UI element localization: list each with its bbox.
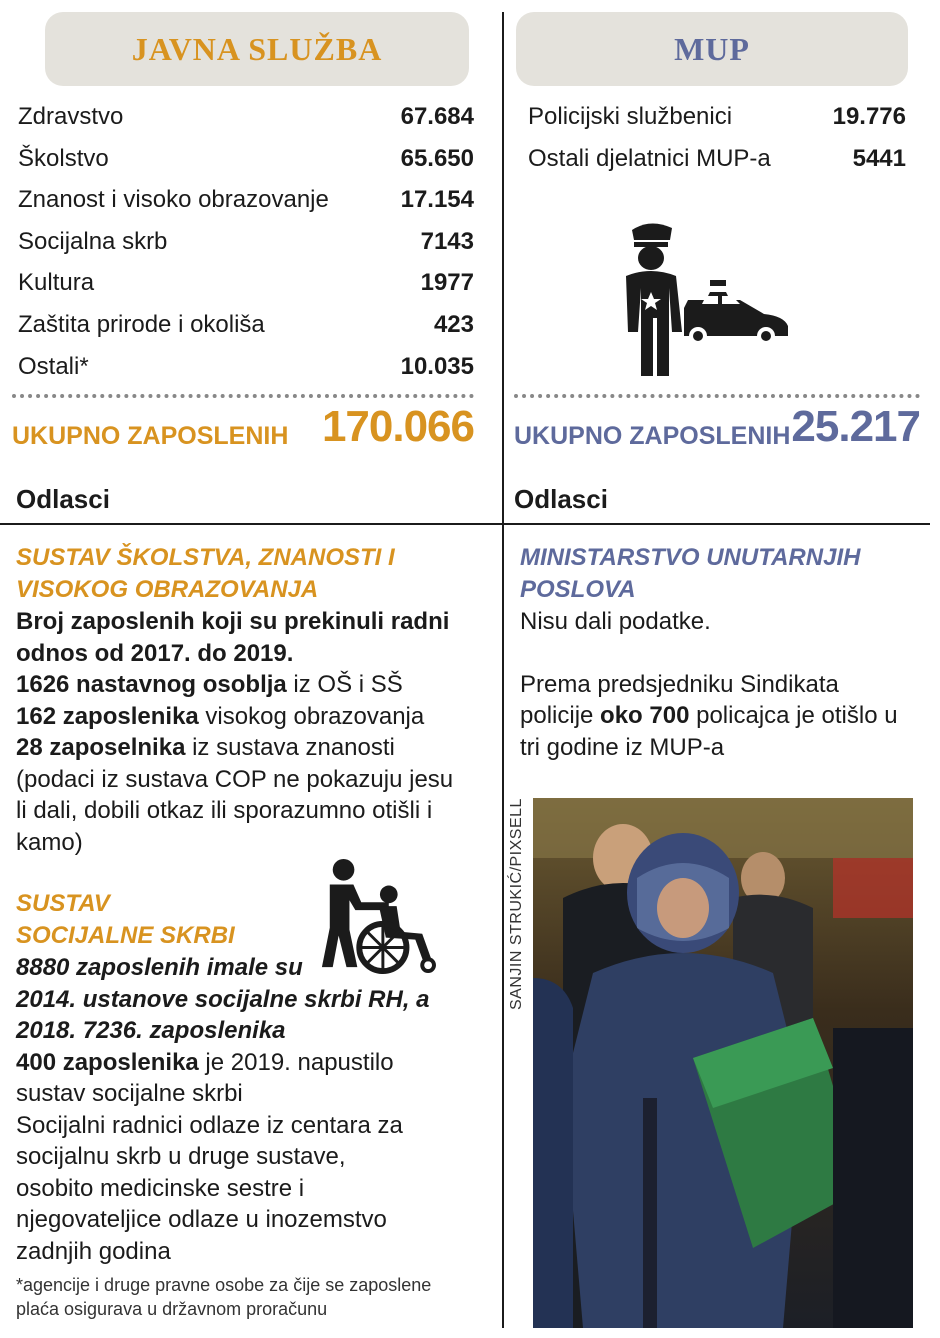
footnote-line2: plaća osigurava u državnom proračunu	[16, 1299, 328, 1319]
skolstvo-intro-line1: Broj zaposlenih koji su prekinuli radni	[16, 608, 450, 635]
skrb-line9: njegovateljice odlaze u inozemstvo	[16, 1206, 387, 1233]
javna-sluzba-row-value: 1977	[420, 269, 474, 297]
javna-sluzba-row-value: 423	[433, 311, 474, 338]
javna-sluzba-row-value: 17.154	[400, 186, 474, 214]
skrb-line5: sustav socijalne skrbi	[16, 1080, 243, 1107]
javna-sluzba-title: JAVNA SLUŽBA	[131, 30, 383, 67]
javna-sluzba-row-label: Zdravstvo	[18, 103, 124, 130]
skolstvo-heading-line1: SUSTAV ŠKOLSTVA, ZNANOSTI I	[16, 544, 395, 571]
javna-sluzba-row	[18, 269, 474, 297]
javna-sluzba-row-label: Znanost i visoko obrazovanje	[18, 186, 329, 214]
skolstvo-note-line1: (podaci iz sustava COP ne pokazuju jesu	[16, 765, 454, 793]
skolstvo-section	[16, 542, 486, 858]
mup-row-value: 19.776	[832, 103, 906, 130]
mup-header	[516, 12, 908, 86]
section-rule	[0, 523, 930, 525]
skrb-line7: socijalnu skrb u druge sustave,	[16, 1143, 346, 1170]
javna-sluzba-row-value: 10.035	[400, 352, 474, 380]
right-total-label: UKUPNO ZAPOSLENIH	[514, 422, 791, 450]
javna-sluzba-row-label: Ostali*	[18, 352, 89, 380]
mup-heading-line2: POSLOVA	[520, 576, 636, 603]
skrb-heading-line2: SOCIJALNE SKRBI	[16, 922, 235, 949]
mup-row	[528, 103, 906, 131]
skrb-heading-line1: SUSTAV	[16, 890, 110, 917]
javna-sluzba-row	[18, 353, 474, 381]
left-odlasci-heading: Odlasci	[16, 484, 110, 514]
skolstvo-line-znanost: 28 zaposelnika iz sustava znanosti	[16, 734, 395, 761]
socijalna-skrb-section	[16, 888, 486, 1267]
mup-section	[520, 542, 920, 763]
javna-sluzba-row	[18, 103, 474, 131]
right-odlasci-heading: Odlasci	[514, 484, 608, 514]
skolstvo-note-line2: li dali, dobili otkaz ili sporazumno otišli i	[16, 797, 433, 824]
javna-sluzba-header	[45, 12, 469, 86]
mup-line2: Prema predsjedniku Sindikata	[520, 670, 839, 698]
javna-sluzba-row-label: Socijalna skrb	[18, 227, 168, 255]
mup-row-label: Policijski službenici	[528, 103, 733, 130]
javna-sluzba-row	[18, 228, 474, 256]
mup-line4: tri godine iz MUP-a	[520, 733, 725, 761]
skolstvo-heading-line2: VISOKOG OBRAZOVANJA	[16, 576, 319, 603]
javna-sluzba-row	[18, 145, 474, 173]
footnote	[16, 1273, 431, 1321]
skolstvo-intro-line2: odnos od 2017. do 2019.	[16, 639, 294, 667]
javna-sluzba-row-value: 65.650	[400, 144, 474, 172]
skolstvo-note-line3: kamo)	[16, 828, 83, 856]
mup-heading-line1: MINISTARSTVO UNUTARNJIH	[520, 544, 861, 571]
javna-sluzba-row	[18, 311, 474, 339]
skrb-line1: 8880 zaposlenih imale su	[16, 954, 303, 981]
skolstvo-line-nastavno: 1626 nastavnog osoblja iz OŠ i SŠ	[16, 671, 403, 698]
skrb-line10: zadnjih godina	[16, 1237, 171, 1265]
mup-row	[528, 145, 906, 173]
right-total-value: 25.217	[791, 402, 920, 451]
javna-sluzba-row-label: Zaštita prirode i okoliša	[18, 311, 265, 338]
mup-row-value: 5441	[852, 144, 906, 172]
mup-no-data: Nisu dali podatke.	[520, 608, 711, 635]
skrb-line3: 2018. 7236. zaposlenika	[16, 1017, 286, 1044]
javna-sluzba-row-label: Školstvo	[18, 144, 109, 172]
mup-title: MUP	[674, 30, 750, 67]
photo-credit: SANJIN STRUKIĆ/PIXSELL	[508, 798, 525, 1010]
javna-sluzba-row-value: 7143	[420, 227, 474, 255]
javna-sluzba-row	[18, 186, 474, 214]
skrb-line6: Socijalni radnici odlaze iz centara za	[16, 1111, 403, 1139]
footnote-line1: *agencije i druge pravne osobe za čije se zaposlene	[16, 1275, 432, 1295]
javna-sluzba-row-value: 67.684	[400, 103, 474, 130]
riot-police-photo	[532, 798, 914, 1328]
left-total-label: UKUPNO ZAPOSLENIH	[12, 422, 289, 450]
left-total-value: 170.066	[321, 402, 474, 451]
column-divider	[502, 12, 504, 1328]
mup-line3: policije oko 700 policajca je otišlo u	[520, 702, 898, 729]
mup-row-label: Ostali djelatnici MUP-a	[528, 144, 771, 172]
skrb-line2: 2014. ustanove socijalne skrbi RH, a	[16, 985, 430, 1013]
right-dotted-rule	[514, 394, 920, 398]
skolstvo-line-visoko: 162 zaposlenika visokog obrazovanja	[16, 702, 425, 730]
skrb-line8: osobito medicinske sestre i	[16, 1174, 305, 1202]
javna-sluzba-row-label: Kultura	[18, 269, 95, 297]
left-dotted-rule	[12, 394, 474, 398]
skrb-line4: 400 zaposlenika je 2019. napustilo	[16, 1048, 394, 1076]
police-officer-car-icon	[618, 220, 798, 380]
